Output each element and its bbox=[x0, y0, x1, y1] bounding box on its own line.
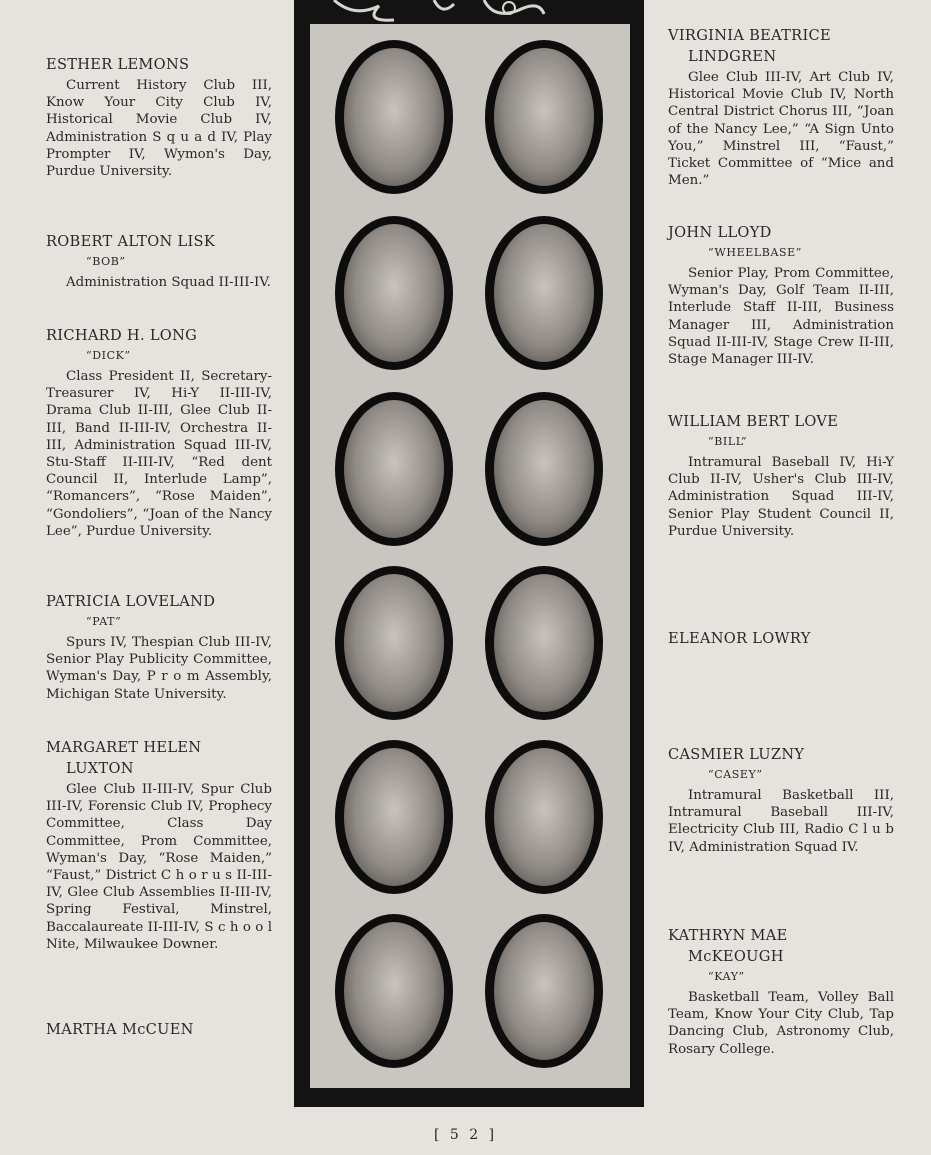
portrait-photo-eleanor-lowry bbox=[485, 566, 603, 720]
student-entry-margaret-luxton bbox=[46, 737, 272, 953]
student-entry-esther-lemons bbox=[46, 54, 272, 180]
student-activities: Intramural Baseball IV, Hi-Y Club II-IV, Usher's Club III-IV, Administration Squad III-IV, Senior Play Student Council II, Purdue University. bbox=[668, 455, 894, 539]
ornament-icon bbox=[294, 0, 644, 24]
student-nickname: “WHEELBASE” bbox=[708, 246, 803, 259]
portrait-photo-richard-long bbox=[335, 392, 453, 546]
student-name: MARTHA McCUEN bbox=[46, 1021, 194, 1038]
student-activities: Administration Squad II-III-IV. bbox=[66, 275, 271, 290]
student-nickname: “PAT” bbox=[86, 615, 122, 628]
student-entry-casmier-luzny bbox=[668, 744, 894, 856]
student-activities: Current History Club III, Know Your City Club IV, Historical Movie Club IV, Administration S q u a d IV, Play Prompter IV, Wymon's Day, Purdue University. bbox=[46, 78, 272, 180]
page-number: [ 5 2 ] bbox=[433, 1127, 498, 1143]
student-entry-virginia-lindgren bbox=[668, 25, 894, 189]
student-name: CASMIER LUZNY bbox=[668, 746, 805, 763]
student-name: JOHN LLOYD bbox=[668, 224, 772, 241]
student-name: WILLIAM BERT LOVE bbox=[668, 413, 839, 430]
student-activities: Intramural Basketball III, Intramural Baseball III-IV, Electricity Club III, Radio C l u b IV, Administration Squad IV. bbox=[668, 788, 894, 855]
student-activities: Glee Club III-IV, Art Club IV, Historical Movie Club IV, North Central District Chorus III, “Joan of the Nancy Lee,” “A Sign Unto You,” Minstrel III, “Faust,” Ticket Committee of “Mice and Men.” bbox=[668, 70, 894, 189]
portrait-photo-john-lloyd bbox=[485, 216, 603, 370]
student-name: RICHARD H. LONG bbox=[46, 327, 198, 344]
student-entry-john-lloyd bbox=[668, 222, 894, 368]
student-nickname: “KAY” bbox=[708, 970, 745, 983]
student-entry-eleanor-lowry bbox=[668, 628, 894, 649]
student-name: ROBERT ALTON LISK bbox=[46, 233, 216, 250]
student-entry-patricia-loveland bbox=[46, 591, 272, 703]
student-name-line2: McKEOUGH bbox=[688, 948, 784, 965]
portrait-photo-esther-lemons bbox=[335, 40, 453, 194]
student-name: PATRICIA LOVELAND bbox=[46, 593, 216, 610]
portrait-photo-patricia-loveland bbox=[335, 566, 453, 720]
student-name-line2: LINDGREN bbox=[688, 48, 777, 65]
student-name: ELEANOR LOWRY bbox=[668, 630, 811, 647]
student-nickname: “BILL” bbox=[708, 435, 748, 448]
student-entry-william-love bbox=[668, 411, 894, 540]
portrait-photo-virginia-lindgren bbox=[485, 40, 603, 194]
student-activities: Class President II, Secretary-Treasurer IV, Hi-Y II-III-IV, Drama Club II-III, Glee Club II-III, Band II-III-IV, Orchestra II-III, Administration Squad III-IV, Stu-Staff II-III-IV, “Red dent Council II, Interlude Lamp”, “Romancers”, “Rose Maiden”, “Gondoliers”, “Joan of the Nancy Lee”, Purdue University. bbox=[46, 369, 272, 539]
student-entry-robert-lisk bbox=[46, 231, 272, 291]
portrait-photo-kathryn-mckeough bbox=[485, 914, 603, 1068]
student-name: MARGARET HELEN bbox=[46, 739, 202, 756]
portrait-photo-margaret-luxton bbox=[335, 740, 453, 894]
portrait-photo-casmier-luzny bbox=[485, 740, 603, 894]
student-name: KATHRYN MAE bbox=[668, 927, 788, 944]
student-entry-richard-long bbox=[46, 325, 272, 540]
student-name: VIRGINIA BEATRICE bbox=[668, 27, 831, 44]
student-name-line2: LUXTON bbox=[66, 760, 134, 777]
student-nickname: “DICK” bbox=[86, 349, 131, 362]
student-activities: Spurs IV, Thespian Club III-IV, Senior Play Publicity Committee, Wyman's Day, P r o m Assembly, Michigan State University. bbox=[46, 635, 272, 702]
student-entry-kathryn-mckeough bbox=[668, 925, 894, 1058]
portrait-photo-martha-mccuen bbox=[335, 914, 453, 1068]
student-entry-martha-mccuen bbox=[46, 1019, 272, 1040]
student-activities: Basketball Team, Volley Ball Team, Know Your City Club, Tap Dancing Club, Astronomy Club, Rosary College. bbox=[668, 990, 894, 1057]
student-activities: Senior Play, Prom Committee, Wyman's Day, Golf Team II-III, Interlude Staff II-III, Business Manager III, Administration Squad II-III-IV, Stage Crew II-III, Stage Manager III-IV. bbox=[668, 266, 894, 368]
student-nickname: “BOB” bbox=[86, 255, 126, 268]
student-nickname: “CASEY” bbox=[708, 768, 763, 781]
student-activities: Glee Club II-III-IV, Spur Club III-IV, Forensic Club IV, Prophecy Committee, Class Day Committee, Prom Committee, Wyman's Day, “Rose Maiden,” “Faust,” District C h o r u s II-III-IV, Glee Club Assemblies II-III-IV, Spring Festival, Minstrel, Baccalaureate II-III-IV, S c h o o l Nite, Milwaukee Downer. bbox=[46, 782, 272, 952]
portrait-photo-robert-lisk bbox=[335, 216, 453, 370]
portrait-photo-william-love bbox=[485, 392, 603, 546]
portrait-strip bbox=[294, 0, 644, 1107]
student-name: ESTHER LEMONS bbox=[46, 56, 190, 73]
